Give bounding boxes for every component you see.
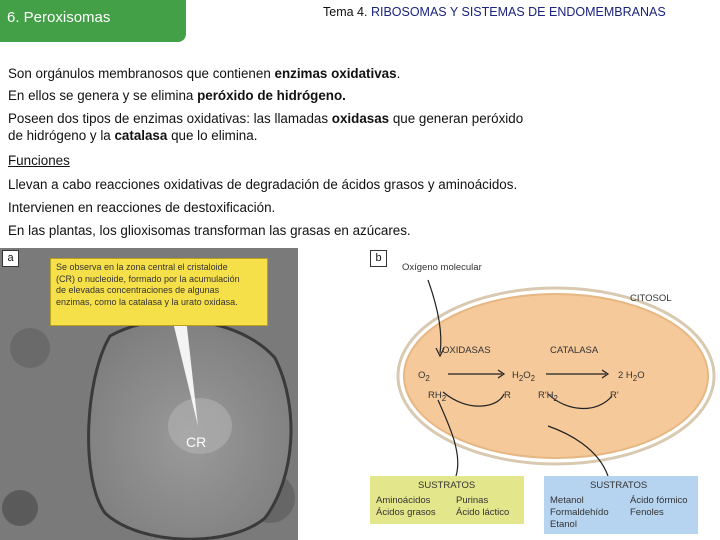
p1-text: Son orgánulos membranosos que contienen: [8, 66, 275, 81]
substrates-left-title: SUSTRATOS: [418, 480, 476, 491]
substrates-box-left: [370, 476, 524, 524]
oxidases-label: OXIDASAS: [442, 345, 491, 356]
substrate-formaldehido: Formaldehído: [550, 507, 609, 518]
substrate-aminoacidos: Aminoácidos: [376, 495, 431, 506]
callout-line-3: de elevadas concentraciones de algunas: [56, 285, 220, 295]
p3-text-4: que lo elimina.: [167, 128, 258, 143]
substrate-purinas: Purinas: [456, 495, 489, 506]
section-title-box: [0, 0, 186, 42]
h2o2-label: $H_2O_2$: [512, 370, 536, 383]
peroxisome-diagram: [368, 248, 720, 540]
substrate-acido-lactico: Ácido láctico: [456, 507, 510, 518]
p1-bold: enzimas oxidativas: [274, 66, 397, 81]
p3-text-2: que generan peróxido: [389, 111, 524, 126]
p3-text: Poseen dos tipos de enzimas oxidativas: las llamadas: [8, 111, 332, 126]
function-3: En las plantas, los glioxisomas transforman las grasas en azúcares.: [8, 223, 411, 238]
substrate-fenoles: Fenoles: [630, 507, 664, 518]
slide-header: [323, 5, 666, 19]
p1-end: .: [396, 66, 401, 81]
header-title: RIBOSOMAS Y SISTEMAS DE ENDOMEMBRANAS: [370, 5, 666, 19]
paragraph-3-line-1: [8, 110, 523, 127]
micrograph-panel: [0, 248, 298, 540]
micrograph-callout: [50, 258, 268, 326]
paragraph-3-line-2: [8, 127, 257, 144]
o2-label: $O_2$: [418, 370, 430, 383]
substrates-right-title: SUSTRATOS: [590, 480, 648, 491]
p3-bold-catalasa: catalasa: [114, 128, 168, 143]
functions-heading: Funciones: [8, 153, 70, 168]
paragraph-1: [8, 65, 400, 82]
oxygen-label: Oxígeno molecular: [402, 262, 482, 273]
p2-bold: peróxido de hidrógeno.: [197, 88, 346, 103]
p3-bold-oxidasas: oxidasas: [331, 111, 390, 126]
callout-line-4: enzimas, como la catalasa y la urato oxidasa.: [56, 296, 238, 307]
substrate-etanol: Etanol: [550, 519, 577, 530]
r-label: R: [504, 390, 511, 401]
section-title: 6. Peroxisomas: [7, 9, 111, 26]
substrates-box-right: [544, 476, 698, 534]
callout-line-1: Se observa en la zona central el cristaloide: [56, 262, 228, 272]
paragraph-2: [8, 87, 346, 104]
catalase-label: CATALASA: [550, 345, 599, 356]
callout-line-2: (CR) o nucleoide, formado por la acumulación: [56, 273, 240, 284]
figure-b-label: b: [370, 250, 387, 267]
figure-a-label: a: [2, 250, 19, 267]
header-prefix: Tema 4.: [323, 5, 371, 19]
h2o-label: 2 $H_2O$: [618, 370, 645, 383]
cytosol-label: CITOSOL: [630, 293, 672, 304]
function-1: Llevan a cabo reacciones oxidativas de degradación de ácidos grasos y aminoácidos.: [8, 177, 518, 192]
cr-label: CR: [186, 434, 207, 450]
r2h2-label: $R'H_2$: [538, 390, 558, 403]
substrate-acido-formico: Ácido fórmico: [630, 495, 688, 506]
substrate-metanol: Metanol: [550, 495, 584, 506]
rh2-label: $RH_2$: [428, 390, 447, 403]
p3-text-3: de hidrógeno y la: [8, 128, 115, 143]
r2-label: R': [610, 390, 619, 401]
p2-text: En ellos se genera y se elimina: [8, 88, 198, 103]
function-2: Intervienen en reacciones de destoxificación.: [8, 200, 276, 215]
substrate-acidos-grasos: Ácidos grasos: [376, 507, 436, 518]
